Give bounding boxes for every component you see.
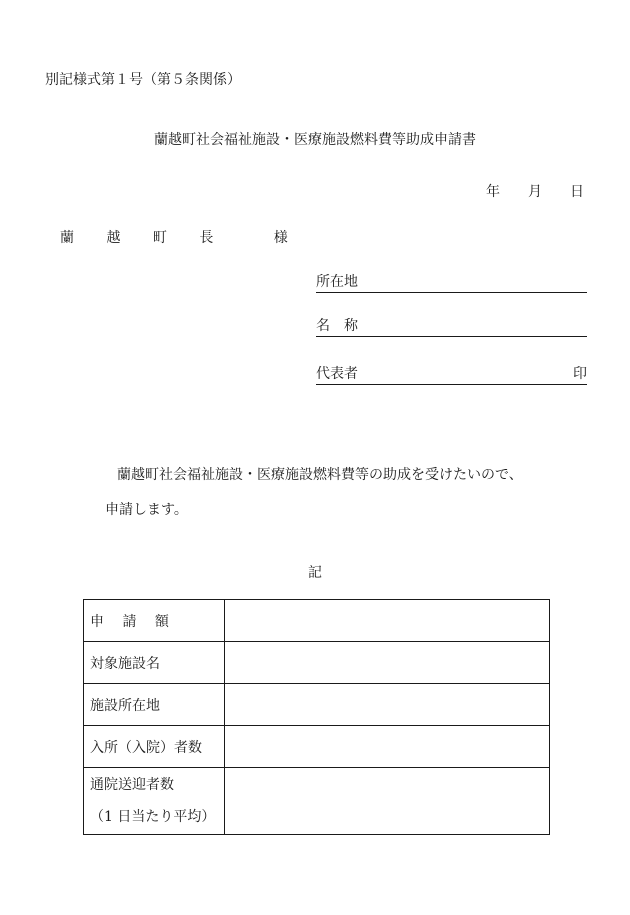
body-text-line-2: 申請します。 (105, 502, 188, 518)
table-row (84, 600, 550, 642)
table-row (84, 642, 550, 684)
representative-field[interactable] (316, 366, 587, 385)
row-value-residents[interactable] (225, 726, 550, 768)
row-label-residents: 入所（入院）者数 (84, 726, 225, 768)
date-day: 日 (570, 184, 584, 200)
row-label-facility-address: 施設所在地 (84, 684, 225, 726)
row-value-amount[interactable] (225, 600, 550, 642)
ki-heading: 記 (308, 565, 322, 581)
addressee: 蘭 越 町 長 様 (60, 230, 302, 246)
body-text-line-1: 蘭越町社会福祉施設・医療施設燃料費等の助成を受けたいので、 (117, 467, 523, 483)
date-month: 月 (528, 184, 542, 200)
row-label-transport-line2: （1 日当たり平均） (90, 809, 216, 825)
row-value-facility-address[interactable] (225, 684, 550, 726)
table-row (84, 768, 550, 835)
date-line (486, 185, 584, 199)
seal-mark: 印 (573, 366, 587, 382)
name-label: 名 称 (316, 318, 358, 334)
date-year: 年 (486, 184, 500, 200)
row-label-amount: 申 請 額 (84, 600, 225, 642)
document-title: 蘭越町社会福祉施設・医療施設燃料費等助成申請書 (154, 132, 476, 148)
row-label-transport-line1: 通院送迎者数 (90, 777, 174, 793)
name-field[interactable] (316, 318, 587, 337)
form-number: 別記様式第１号（第５条関係） (45, 72, 241, 88)
address-label: 所在地 (316, 274, 358, 290)
row-label-facility-name: 対象施設名 (84, 642, 225, 684)
address-field[interactable] (316, 274, 587, 293)
table-row (84, 726, 550, 768)
representative-label: 代表者 (316, 366, 358, 382)
table-row (84, 684, 550, 726)
row-value-facility-name[interactable] (225, 642, 550, 684)
row-value-transport[interactable] (225, 768, 550, 835)
row-label-transport (84, 768, 225, 835)
application-table (83, 599, 550, 835)
